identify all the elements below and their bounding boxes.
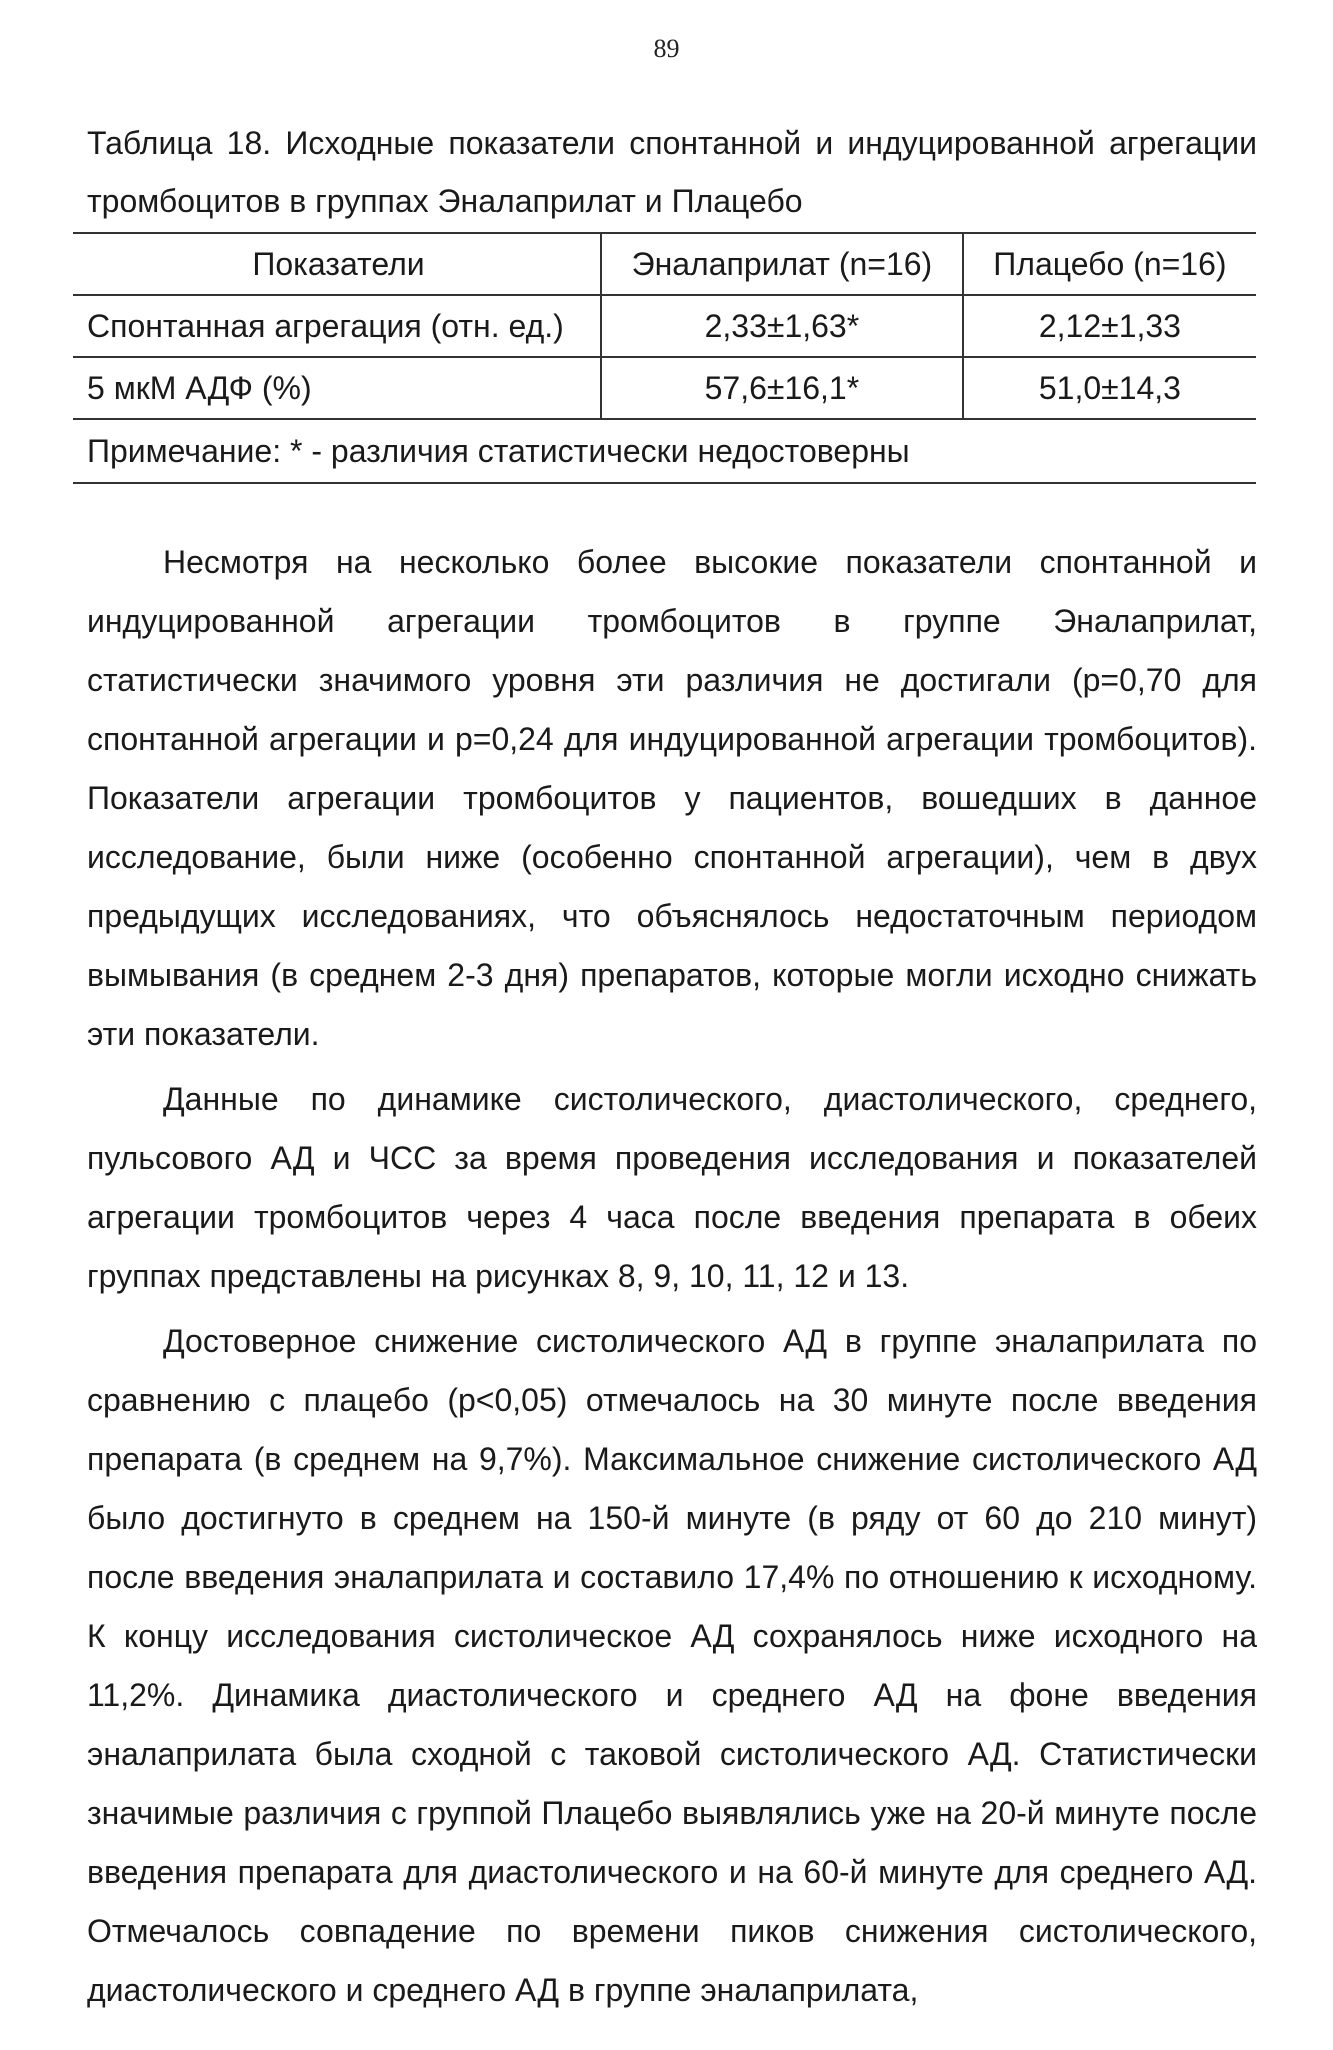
header-cell-placebo: Плацебо (n=16) (963, 233, 1256, 295)
data-table (73, 232, 1256, 484)
header-cell-enalaprilat: Эналаприлат (n=16) (601, 233, 963, 295)
row-label-cell: 5 мкМ АДФ (%) (73, 357, 601, 419)
table-header-row (73, 233, 1256, 295)
body-text (87, 533, 1257, 2026)
table-note-row (73, 419, 1256, 483)
header-cell-indicators: Показатели (73, 233, 601, 295)
paragraph: Данные по динамике систолического, диастолического, среднего, пульсового АД и ЧСС за время проведения исследования и показателей агрегации тромбоцитов через 4 часа после введения препарата в обеих группах представлены на рисунках 8, 9, 10, 11, 12 и 13. (87, 1081, 1257, 1294)
page-number: 89 (653, 34, 680, 63)
table-note: Примечание: * - различия статистически недостоверны (73, 419, 1256, 483)
table-row (73, 357, 1256, 419)
table-row (73, 295, 1256, 357)
placebo-value-cell: 51,0±14,3 (963, 357, 1256, 419)
paragraph: Несмотря на несколько более высокие показатели спонтанной и индуцированной агрегации тромбоцитов в группе Эналаприлат, статистически значимого уровня эти различия не достигали (p=0,70 для спонтанной агрегации и p=0,24 для индуцированной агрегации тромбоцитов). Показатели агрегации тромбоцитов у пациентов, вошедших в данное исследование, были ниже (особенно спонтанной агрегации), чем в двух предыдущих исследованиях, что объяснялось недостаточным периодом вымывания (в среднем 2-3 дня) препаратов, которые могли исходно снижать эти показатели. (87, 544, 1257, 1052)
table-caption: Таблица 18. Исходные показатели спонтанной и индуцированной агрегации тромбоцитов в группах Эналаприлат и Плацебо (87, 125, 1257, 219)
enalaprilat-value-cell: 57,6±16,1* (601, 357, 963, 419)
paragraph: Достоверное снижение систолического АД в группе эналаприлата по сравнению с плацебо (p<0,05) отмечалось на 30 минуте после введения препарата (в среднем на 9,7%). Максимальное снижение систолического АД было достигнуто в среднем на 150-й минуте (в ряду от 60 до 210 минут) после введения эналаприлата и составило 17,4% по отношению к исходному. К концу исследования систолическое АД сохранялось ниже исходного на 11,2%. Динамика диастолического и среднего АД на фоне введения эналаприлата была сходной с таковой систолического АД. Статистически значимые различия с группой Плацебо выявлялись уже на 20-й минуте после введения препарата для диастолического и на 60-й минуте для среднего АД. Отмечалось совпадение по времени пиков снижения систолического, диастолического и среднего АД в группе эналаприлата, (87, 1323, 1257, 2008)
enalaprilat-value-cell: 2,33±1,63* (601, 295, 963, 357)
placebo-value-cell: 2,12±1,33 (963, 295, 1256, 357)
row-label-cell: Спонтанная агрегация (отн. ед.) (73, 295, 601, 357)
